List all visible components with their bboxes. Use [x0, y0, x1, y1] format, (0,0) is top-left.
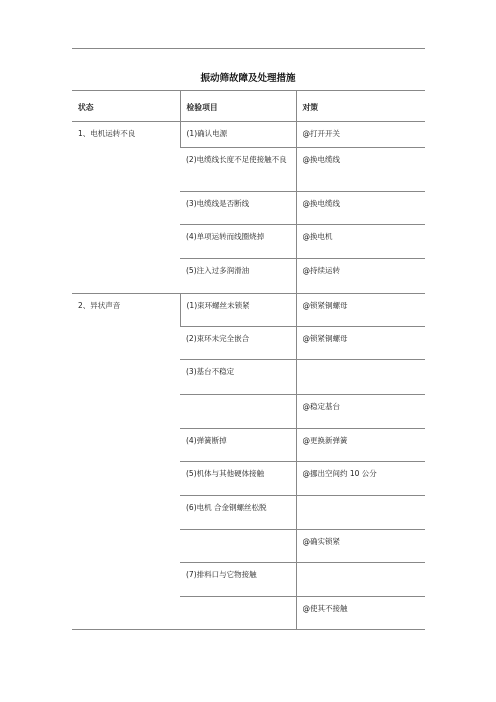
- table-row: [72, 294, 425, 327]
- header-check-item: 检验项目: [180, 91, 296, 122]
- remedy-cell: @锁紧铜螺母: [296, 294, 425, 327]
- check-item-cell: (3)电缆线是否断线: [180, 192, 296, 225]
- check-item-cell: (6)电机 合金钢螺丝松脱: [180, 496, 296, 530]
- state-cell: 1、电机运转不良: [72, 122, 180, 294]
- check-item-cell: [180, 395, 296, 429]
- check-item-cell: (1)确认电源: [180, 122, 296, 148]
- check-item-cell: (5)注入过多润滑油: [180, 259, 296, 294]
- check-item-cell: (2)电缆线长度不足使接触不良: [180, 148, 296, 192]
- remedy-cell: @更换新弹簧: [296, 429, 425, 462]
- check-item-cell: (5)机体与其他硬体接触: [180, 462, 296, 496]
- top-rule: [72, 48, 425, 49]
- check-item-cell: (1)束环螺丝未锁紧: [180, 294, 296, 327]
- check-item-cell: (4)弹簧断掉: [180, 429, 296, 462]
- check-item-cell: [180, 597, 296, 630]
- remedy-cell: @换电缆线: [296, 192, 425, 225]
- remedy-cell: @持续运转: [296, 259, 425, 294]
- check-item-cell: [180, 530, 296, 563]
- remedy-cell: [296, 496, 425, 530]
- state-cell: 2、异状声音: [72, 294, 180, 630]
- remedy-cell: @换电缆线: [296, 148, 425, 192]
- remedy-cell: [296, 563, 425, 597]
- check-item-cell: (2)束环未完全嵌合: [180, 327, 296, 360]
- table-header-row: [72, 91, 425, 122]
- table-row: [72, 122, 425, 148]
- check-item-cell: (7)排料口与它物接触: [180, 563, 296, 597]
- remedy-cell: @打开开关: [296, 122, 425, 148]
- remedy-cell: @使其不接触: [296, 597, 425, 630]
- remedy-cell: @挪出空间约 10 公分: [296, 462, 425, 496]
- remedy-cell: @锁紧铜螺母: [296, 327, 425, 360]
- check-item-cell: (3)基台不稳定: [180, 360, 296, 395]
- remedy-cell: @换电机: [296, 225, 425, 259]
- header-remedy: 对策: [296, 91, 425, 122]
- header-state: 状态: [72, 91, 180, 122]
- remedy-cell: @确实锁紧: [296, 530, 425, 563]
- remedy-cell: @稳定基台: [296, 395, 425, 429]
- table-body: [72, 122, 425, 630]
- fault-table: [72, 90, 425, 630]
- check-item-cell: (4)单项运转而线圈烧掉: [180, 225, 296, 259]
- remedy-cell: [296, 360, 425, 395]
- document-title: 振动筛故障及处理措施: [200, 73, 296, 84]
